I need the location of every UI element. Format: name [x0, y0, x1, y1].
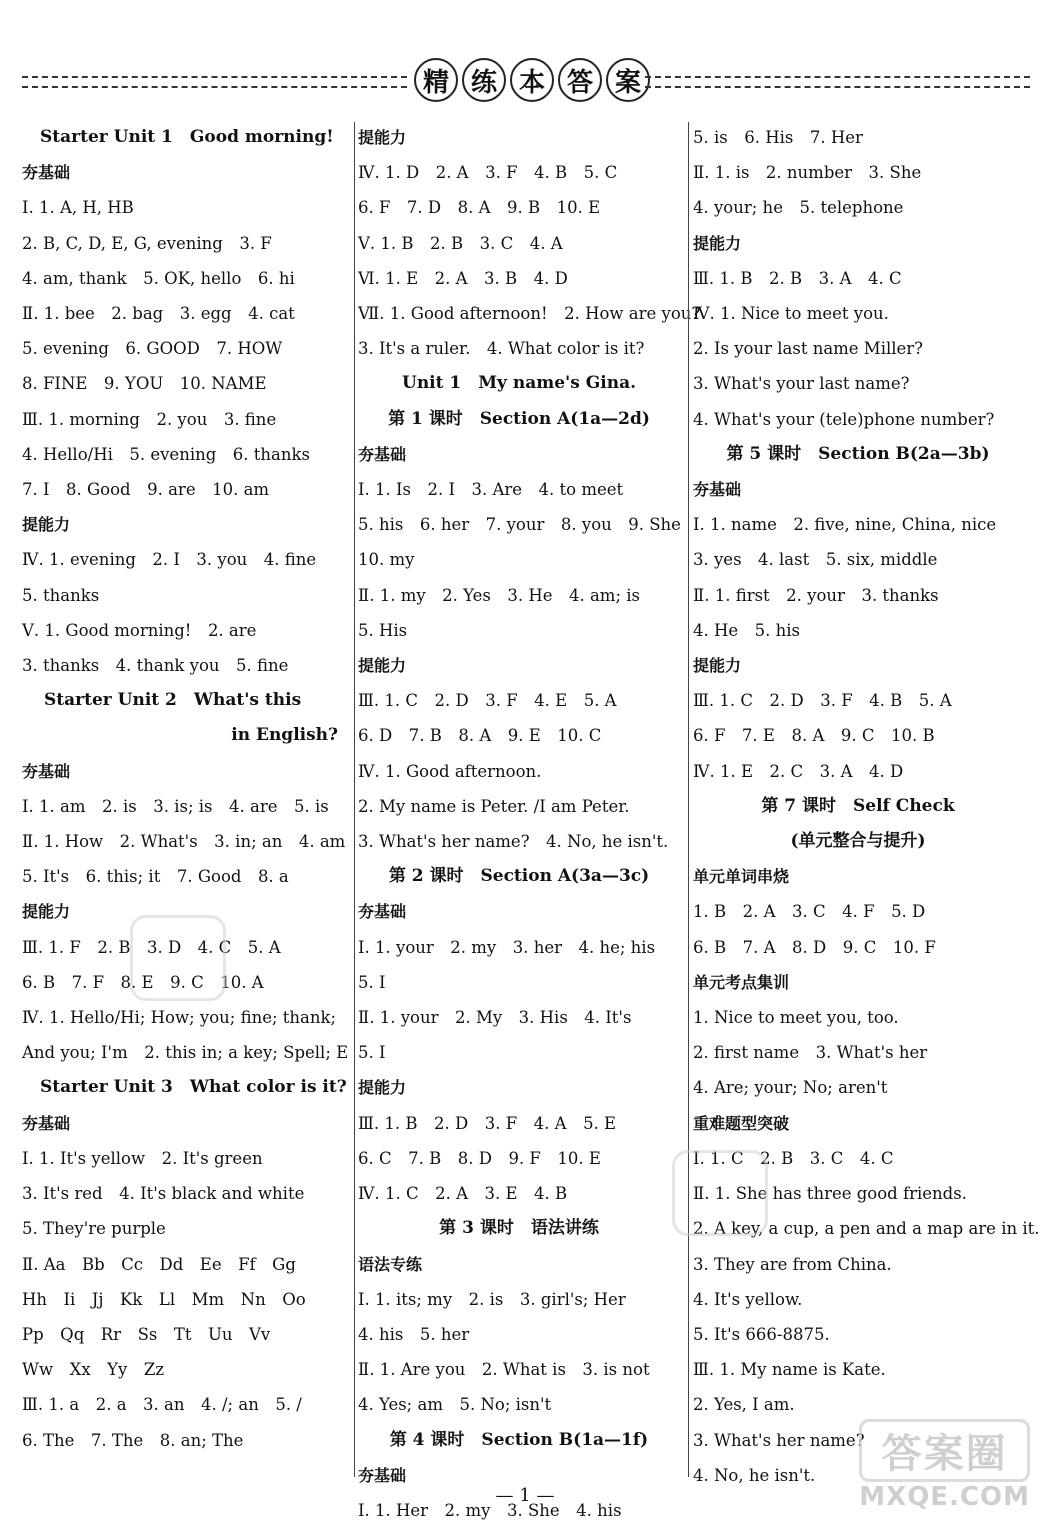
- answer-line: Ⅲ. 1. B 2. B 3. A 4. C: [693, 268, 902, 288]
- answer-line: 5. It's 666-8875.: [693, 1324, 830, 1344]
- answer-line: Ⅴ. 1. Good morning! 2. are: [22, 620, 257, 640]
- answer-line: Ⅲ. 1. a 2. a 3. an 4. /; an 5. /: [22, 1395, 302, 1415]
- section-heading: 第 1 课时 Section A(1a—2d): [388, 408, 650, 429]
- subsection-label: 提能力: [693, 656, 742, 676]
- answer-line: 5. I: [358, 972, 386, 992]
- section-heading: in English?: [231, 725, 338, 746]
- answer-line: Ⅰ. 1. name 2. five, nine, China, nice: [693, 515, 997, 535]
- answer-line: 4. What's your (tele)phone number?: [693, 409, 995, 429]
- answer-line: 2. My name is Peter. /I am Peter.: [358, 796, 630, 816]
- header-dashed-line-right: [645, 76, 1030, 88]
- answer-line: 6. The 7. The 8. an; The: [22, 1430, 244, 1450]
- answer-line: 5. evening 6. GOOD 7. HOW: [22, 339, 283, 359]
- subsection-label: 提能力: [22, 515, 71, 535]
- subsection-label: 单元单词串烧: [693, 867, 790, 887]
- answer-line: 1. B 2. A 3. C 4. F 5. D: [693, 902, 926, 922]
- answer-line: Pp Qq Rr Ss Tt Uu Vv: [22, 1324, 271, 1344]
- answer-line: Ⅰ. 1. Her 2. my 3. She 4. his: [358, 1500, 622, 1520]
- subsection-label: 夯基础: [22, 761, 71, 781]
- answer-line: 3. What's her name?: [693, 1430, 865, 1450]
- answer-line: Ⅰ. 1. your 2. my 3. her 4. he; his: [358, 937, 656, 957]
- subsection-label: 夯基础: [693, 480, 742, 500]
- column-divider: [688, 122, 689, 1477]
- section-heading: 第 7 课时 Self Check: [761, 795, 955, 816]
- answer-line: 4. am, thank 5. OK, hello 6. hi: [22, 268, 295, 288]
- watermark-stamp: [130, 915, 226, 1001]
- answer-line: 4. Yes; am 5. No; isn't: [358, 1395, 552, 1415]
- header-dashed-line-left: [22, 76, 407, 88]
- answer-line: Ⅳ. 1. Hello/Hi; How; you; fine; thank;: [22, 1008, 337, 1028]
- answer-line: Ⅴ. 1. B 2. B 3. C 4. A: [358, 233, 563, 253]
- answer-column-1: [22, 120, 352, 1458]
- answer-line: Ⅱ. 1. first 2. your 3. thanks: [693, 585, 939, 605]
- answer-line: 3. yes 4. last 5. six, middle: [693, 550, 938, 570]
- answer-line: Ⅱ. 1. How 2. What's 3. in; an 4. am: [22, 832, 346, 852]
- header-title-char: 练: [462, 58, 506, 102]
- header-title-char: 案: [606, 58, 650, 102]
- answer-line: Ⅲ. 1. My name is Kate.: [693, 1360, 886, 1380]
- answer-line: 3. They are from China.: [693, 1254, 892, 1274]
- answer-line: Ⅳ. 1. E 2. C 3. A 4. D: [693, 761, 904, 781]
- section-heading: Starter Unit 1 Good morning!: [40, 127, 334, 147]
- section-heading: 第 5 课时 Section B(2a—3b): [726, 443, 990, 464]
- section-heading: (单元整合与提升): [790, 831, 926, 852]
- answer-column-3: [693, 120, 1040, 1493]
- header-title-char: 精: [414, 58, 458, 102]
- section-heading: Starter Unit 2 What's this: [44, 690, 302, 711]
- answer-line: 10. my: [358, 550, 415, 570]
- answer-line: 3. What's your last name?: [693, 374, 910, 394]
- answer-line: 4. Hello/Hi 5. evening 6. thanks: [22, 444, 310, 464]
- answer-line: 5. It's 6. this; it 7. Good 8. a: [22, 867, 289, 887]
- answer-line: Ⅳ. 1. Good afternoon.: [358, 761, 542, 781]
- page-number: — 1 —: [495, 1485, 555, 1506]
- answer-line: Ⅲ. 1. F 2. B 3. D 4. C 5. A: [22, 937, 281, 957]
- answer-line: 2. Yes, I am.: [693, 1395, 795, 1415]
- column-divider: [354, 122, 355, 1477]
- answer-line: Ⅰ. 1. A, H, HB: [22, 198, 134, 218]
- section-heading: 第 3 课时 语法讲练: [439, 1218, 599, 1239]
- answer-line: 4. He 5. his: [693, 620, 801, 640]
- subsection-label: 夯基础: [22, 163, 71, 183]
- subsection-label: 重难题型突破: [693, 1113, 790, 1133]
- section-heading: 第 4 课时 Section B(1a—1f): [389, 1429, 649, 1450]
- answer-line: 3. thanks 4. thank you 5. fine: [22, 656, 289, 676]
- answer-line: 8. FINE 9. YOU 10. NAME: [22, 374, 267, 394]
- section-heading: Starter Unit 3 What color is it?: [40, 1077, 347, 1098]
- answer-line: Ⅳ. 1. C 2. A 3. E 4. B: [358, 1184, 568, 1204]
- answer-line: Ⅰ. 1. C 2. B 3. C 4. C: [693, 1148, 894, 1168]
- answer-line: 5. His: [358, 620, 408, 640]
- answer-line: Ⅱ. 1. bee 2. bag 3. egg 4. cat: [22, 304, 295, 324]
- answer-line: Ⅱ. 1. She has three good friends.: [693, 1184, 967, 1204]
- watermark-stamp: [672, 1150, 768, 1236]
- answer-line: Ⅰ. 1. am 2. is 3. is; is 4. are 5. is: [22, 796, 329, 816]
- answer-line: 6. C 7. B 8. D 9. F 10. E: [358, 1148, 601, 1168]
- answer-line: Ww Xx Yy Zz: [22, 1360, 165, 1380]
- answer-line: 6. F 7. D 8. A 9. B 10. E: [358, 198, 601, 218]
- answer-line: Ⅱ. 1. your 2. My 3. His 4. It's: [358, 1008, 632, 1028]
- answer-line: Ⅳ. 1. evening 2. I 3. you 4. fine: [22, 550, 317, 570]
- answer-line: Ⅳ. 1. Nice to meet you.: [693, 304, 889, 324]
- answer-line: 2. first name 3. What's her: [693, 1043, 928, 1063]
- answer-line: 2. A key, a cup, a pen and a map are in it.: [693, 1219, 1040, 1239]
- answer-line: 7. I 8. Good 9. are 10. am: [22, 480, 270, 500]
- answer-line: Ⅲ. 1. morning 2. you 3. fine: [22, 409, 277, 429]
- answer-line: 4. your; he 5. telephone: [693, 198, 904, 218]
- subsection-label: 夯基础: [358, 902, 407, 922]
- answer-line: 6. D 7. B 8. A 9. E 10. C: [358, 726, 602, 746]
- answer-line: 5. his 6. her 7. your 8. you 9. She: [358, 515, 681, 535]
- answer-line: Ⅲ. 1. C 2. D 3. F 4. E 5. A: [358, 691, 617, 711]
- answer-line: Ⅰ. 1. its; my 2. is 3. girl's; Her: [358, 1289, 626, 1309]
- subsection-label: 提能力: [693, 233, 742, 253]
- subsection-label: 语法专练: [358, 1254, 423, 1274]
- answer-line: 2. B, C, D, E, G, evening 3. F: [22, 233, 272, 253]
- answer-line: Ⅱ. Aa Bb Cc Dd Ee Ff Gg: [22, 1254, 296, 1274]
- subsection-label: 单元考点集训: [693, 972, 790, 992]
- header-title: [414, 58, 650, 102]
- answer-line: Ⅱ. 1. my 2. Yes 3. He 4. am; is: [358, 585, 640, 605]
- answer-line: 3. It's a ruler. 4. What color is it?: [358, 339, 645, 359]
- section-heading: 第 2 课时 Section A(3a—3c): [388, 866, 650, 887]
- watermark-site-url: MXQE.COM: [859, 1482, 1030, 1512]
- answer-line: 4. No, he isn't.: [693, 1465, 816, 1485]
- answer-line: 4. It's yellow.: [693, 1289, 803, 1309]
- answer-line: Ⅰ. 1. It's yellow 2. It's green: [22, 1148, 263, 1168]
- answer-line: Ⅵ. 1. E 2. A 3. B 4. D: [358, 268, 568, 288]
- page-header: [22, 58, 1030, 108]
- answer-line: And you; I'm 2. this in; a key; Spell; E: [22, 1043, 349, 1063]
- answer-line: 2. Is your last name Miller?: [693, 339, 924, 359]
- subsection-label: 夯基础: [358, 444, 407, 464]
- answer-line: 6. B 7. F 8. E 9. C 10. A: [22, 972, 264, 992]
- subsection-label: 提能力: [358, 656, 407, 676]
- header-title-char: 本: [510, 58, 554, 102]
- watermark-logo: [859, 1419, 1030, 1512]
- watermark-site-name: 答案圈: [859, 1419, 1030, 1482]
- answer-line: Ⅶ. 1. Good afternoon! 2. How are you?: [358, 304, 701, 324]
- subsection-label: 提能力: [358, 1078, 407, 1098]
- answer-line: 3. What's her name? 4. No, he isn't.: [358, 832, 669, 852]
- answer-line: 6. B 7. A 8. D 9. C 10. F: [693, 937, 936, 957]
- answer-line: Ⅰ. 1. Is 2. I 3. Are 4. to meet: [358, 480, 624, 500]
- subsection-label: 提能力: [22, 902, 71, 922]
- answer-line: 4. his 5. her: [358, 1324, 470, 1344]
- answer-line: Ⅱ. 1. is 2. number 3. She: [693, 163, 922, 183]
- answer-line: 5. thanks: [22, 585, 100, 605]
- answer-line: 5. I: [358, 1043, 386, 1063]
- answer-line: 5. They're purple: [22, 1219, 166, 1239]
- answer-line: Ⅱ. 1. Are you 2. What is 3. is not: [358, 1360, 650, 1380]
- answer-line: 4. Are; your; No; aren't: [693, 1078, 888, 1098]
- header-title-char: 答: [558, 58, 602, 102]
- answer-line: Ⅳ. 1. D 2. A 3. F 4. B 5. C: [358, 163, 618, 183]
- subsection-label: 夯基础: [358, 1465, 407, 1485]
- answer-line: 6. F 7. E 8. A 9. C 10. B: [693, 726, 935, 746]
- subsection-label: 提能力: [358, 128, 407, 147]
- section-heading: Unit 1 My name's Gina.: [402, 373, 636, 394]
- answer-column-2: [358, 120, 701, 1528]
- answer-line: Ⅲ. 1. B 2. D 3. F 4. A 5. E: [358, 1113, 617, 1133]
- answer-line: Ⅲ. 1. C 2. D 3. F 4. B 5. A: [693, 691, 952, 711]
- answer-line: 5. is 6. His 7. Her: [693, 128, 863, 147]
- subsection-label: 夯基础: [22, 1113, 71, 1133]
- answer-line: 1. Nice to meet you, too.: [693, 1008, 899, 1028]
- answer-line: Hh Ii Jj Kk Ll Mm Nn Oo: [22, 1289, 306, 1309]
- answer-line: 3. It's red 4. It's black and white: [22, 1184, 305, 1204]
